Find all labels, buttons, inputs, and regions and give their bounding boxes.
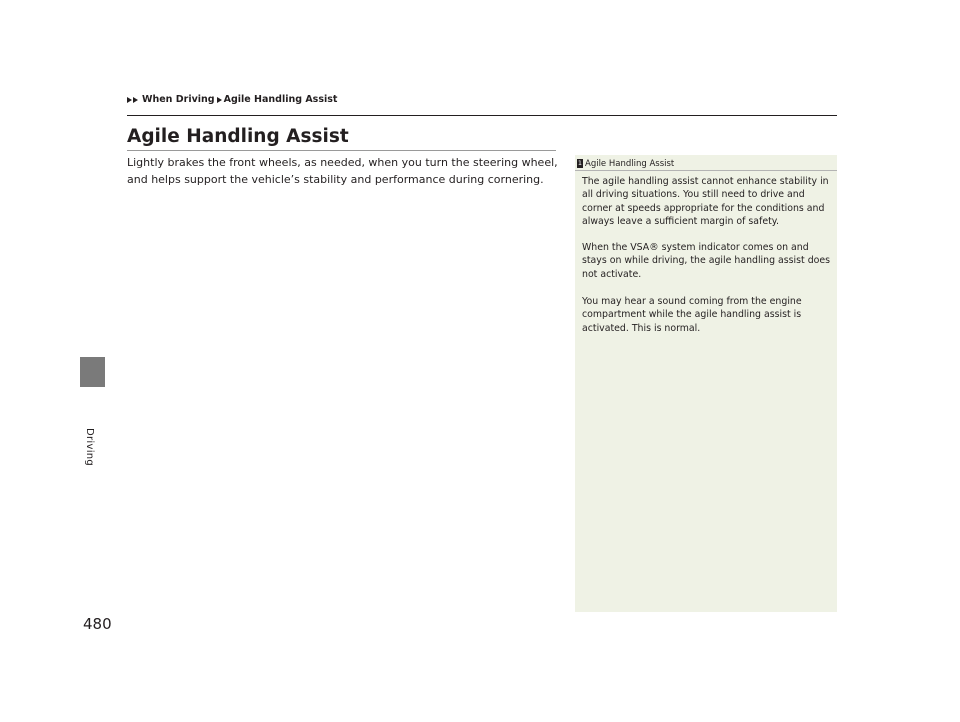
header-divider: [127, 115, 837, 116]
title-divider: [127, 150, 556, 151]
reference-number-icon: 1: [577, 159, 583, 167]
body-paragraph: Lightly brakes the front wheels, as needed, when you turn the steering wheel, and helps support the vehicle’s stability and performance during cornering.: [127, 156, 558, 186]
breadcrumb-arrow-icon: [217, 97, 222, 103]
sidebar-note-title: Agile Handling Assist: [585, 158, 675, 169]
page-title: Agile Handling Assist: [127, 126, 349, 147]
breadcrumb: [127, 94, 337, 105]
breadcrumb-item-agile-handling-assist[interactable]: Agile Handling Assist: [223, 94, 338, 105]
sidebar-paragraph: When the VSA® system indicator comes on and stays on while driving, the agile handling assist does not activate.: [582, 242, 831, 280]
sidebar-paragraph: You may hear a sound coming from the engine compartment while the agile handling assist is activated. This is normal.: [582, 296, 802, 334]
chapter-tab-marker: [80, 357, 105, 387]
sidebar-paragraph: The agile handling assist cannot enhance stability in all driving situations. You still need to drive and corner at speeds appropriate for the conditions and always leave a sufficient margin of safety.: [582, 176, 829, 228]
breadcrumb-double-arrow-icon: [127, 97, 139, 103]
breadcrumb-item-when-driving[interactable]: When Driving: [142, 94, 215, 105]
chapter-tab-label: Driving: [84, 428, 95, 467]
page-number: 480: [83, 615, 112, 633]
sidebar-note: [575, 155, 837, 612]
sidebar-note-header: [575, 157, 837, 171]
